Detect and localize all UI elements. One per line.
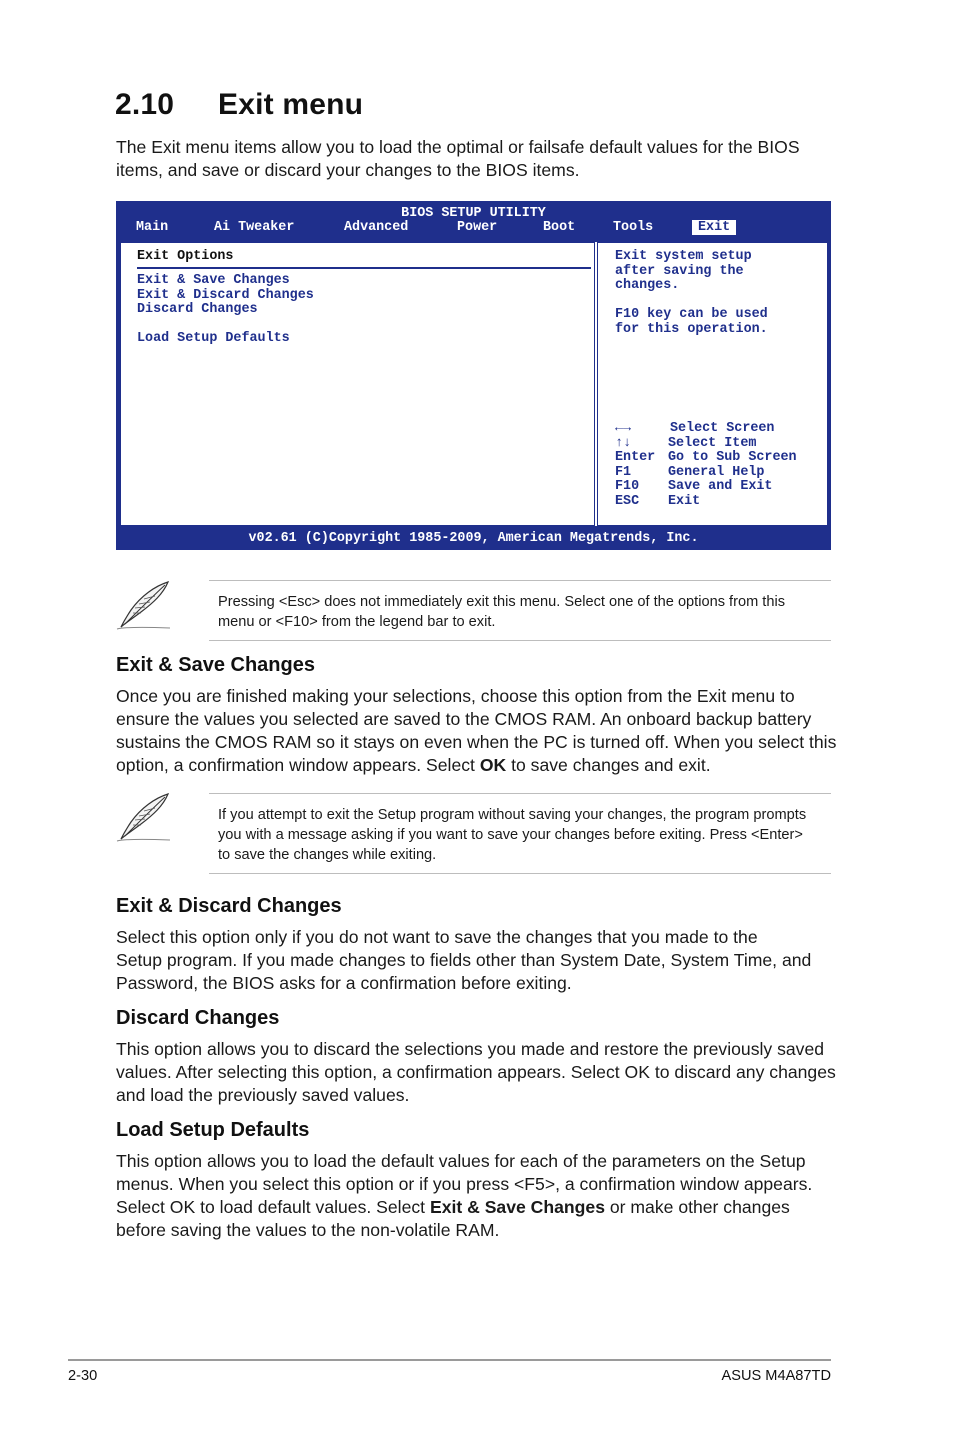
bios-item-exit-save[interactable]: Exit & Save Changes bbox=[137, 273, 290, 288]
bios-options-panel bbox=[120, 242, 595, 526]
legend-desc: Save and Exit bbox=[668, 479, 773, 494]
paragraph-line: This option allows you to load the default values for each of the parameters on the Setup bbox=[116, 1151, 806, 1171]
bios-menu-boot[interactable]: Boot bbox=[543, 220, 576, 235]
product-name: ASUS M4A87TD bbox=[721, 1368, 831, 1384]
paragraph-line: sustains the CMOS RAM so it stays on even when the PC is turned off. When you select this bbox=[116, 732, 837, 752]
legend-desc: Select Item bbox=[668, 435, 757, 451]
bios-menu-tools[interactable]: Tools bbox=[613, 220, 654, 235]
bios-screen bbox=[116, 201, 831, 550]
discard-paragraph bbox=[116, 1038, 841, 1107]
bios-divider bbox=[137, 267, 591, 269]
section-number: 2.10 bbox=[115, 88, 175, 121]
text-run: or make other changes bbox=[604, 1197, 790, 1217]
heading-exit-save: Exit & Save Changes bbox=[116, 654, 315, 676]
bios-menu-advanced[interactable]: Advanced bbox=[344, 220, 409, 235]
bios-content bbox=[120, 242, 828, 526]
paragraph-line: values. After selecting this option, a confirmation appears. Select OK to discard any changes bbox=[116, 1062, 836, 1082]
paragraph-line: Password, the BIOS asks for a confirmation before exiting. bbox=[116, 973, 572, 993]
bios-menu-power[interactable]: Power bbox=[457, 220, 498, 235]
paragraph-line bbox=[116, 1196, 841, 1219]
note-line: Pressing <Esc> does not immediately exit this menu. Select one of the options from this bbox=[218, 594, 786, 610]
heading-exit-discard: Exit & Discard Changes bbox=[116, 895, 342, 917]
bios-help-line: F10 key can be used bbox=[615, 307, 768, 322]
paragraph-line: Once you are finished making your selections, choose this option from the Exit menu to bbox=[116, 686, 795, 706]
bios-menu-main[interactable]: Main bbox=[136, 220, 169, 235]
legend-key-esc: ESC bbox=[615, 493, 640, 509]
legend-key-f1: F1 bbox=[615, 464, 632, 480]
intro-line: items, and save or discard your changes to the BIOS items. bbox=[116, 160, 580, 180]
bios-help-panel bbox=[597, 242, 828, 526]
note-bottom-rule bbox=[209, 640, 831, 641]
feather-pen-icon bbox=[115, 792, 173, 844]
note-line: menu or <F10> from the legend bar to exit. bbox=[218, 614, 496, 630]
legend-key-enter: Enter bbox=[615, 450, 656, 465]
bold-run: OK bbox=[479, 755, 507, 775]
paragraph-line: ensure the values you selected are saved to the CMOS RAM. An onboard backup battery bbox=[116, 709, 812, 729]
note-line: you with a message asking if you want to save your changes before exiting. Press <Enter> bbox=[218, 827, 803, 843]
load-defaults-paragraph bbox=[116, 1150, 841, 1242]
feather-pen-icon bbox=[115, 580, 173, 632]
bios-menu-ai-tweaker[interactable]: Ai Tweaker bbox=[214, 220, 295, 235]
paragraph-line bbox=[116, 754, 841, 777]
heading-load-defaults: Load Setup Defaults bbox=[116, 1119, 310, 1141]
bios-title: BIOS SETUP UTILITY bbox=[401, 206, 546, 221]
section-title bbox=[115, 88, 363, 122]
bold-run: Exit & Save Changes bbox=[429, 1197, 605, 1217]
legend-desc: Select Screen bbox=[670, 421, 775, 436]
footer-rule bbox=[68, 1359, 831, 1361]
legend-key-arrows-lr: ←→ bbox=[615, 421, 632, 436]
bios-help-line: after saving the bbox=[615, 263, 744, 279]
paragraph-line: Select this option only if you do not want to save the changes that you made to the bbox=[116, 927, 758, 947]
bios-help-line: for this operation. bbox=[615, 321, 768, 337]
note-top-rule bbox=[209, 580, 831, 581]
note-exit-without-saving bbox=[218, 805, 830, 865]
exit-discard-paragraph bbox=[116, 926, 841, 995]
bios-help-line: changes. bbox=[615, 278, 680, 293]
legend-desc: General Help bbox=[668, 464, 765, 480]
note-esc bbox=[218, 592, 830, 632]
note-bottom-rule bbox=[209, 873, 831, 874]
heading-discard: Discard Changes bbox=[116, 1007, 280, 1029]
paragraph-line: before saving the values to the non-volatile RAM. bbox=[116, 1220, 500, 1240]
section-title-text: Exit menu bbox=[218, 88, 364, 121]
bios-copyright: v02.61 (C)Copyright 1985-2009, American Megatrends, Inc. bbox=[248, 531, 699, 546]
note-line: If you attempt to exit the Setup program without saving your changes, the program prompts bbox=[218, 807, 807, 823]
bios-options-header: Exit Options bbox=[137, 249, 234, 264]
text-run: to save changes and exit. bbox=[506, 755, 711, 775]
paragraph-line: Setup program. If you made changes to fields other than System Date, System Time, and bbox=[116, 950, 812, 970]
text-run: option, a confirmation window appears. Select bbox=[116, 755, 480, 775]
bios-item-load-defaults[interactable]: Load Setup Defaults bbox=[137, 331, 290, 346]
note-top-rule bbox=[209, 793, 831, 794]
legend-key-f10: F10 bbox=[615, 479, 640, 494]
intro-paragraph bbox=[116, 136, 836, 182]
paragraph-line: This option allows you to discard the selections you made and restore the previously saved bbox=[116, 1039, 825, 1059]
intro-line: The Exit menu items allow you to load the optimal or failsafe default values for the BIOS bbox=[116, 137, 800, 157]
exit-save-paragraph bbox=[116, 685, 841, 777]
page-number: 2-30 bbox=[68, 1368, 98, 1384]
bios-help-line: Exit system setup bbox=[615, 249, 752, 264]
legend-key-arrows-ud: ↑↓ bbox=[615, 435, 632, 451]
bios-item-discard[interactable]: Discard Changes bbox=[137, 302, 258, 317]
paragraph-line: and load the previously saved values. bbox=[116, 1085, 410, 1105]
legend-desc: Go to Sub Screen bbox=[668, 450, 797, 465]
bios-item-exit-discard[interactable]: Exit & Discard Changes bbox=[137, 287, 314, 303]
note-line: to save the changes while exiting. bbox=[218, 847, 437, 863]
bios-menu-exit[interactable]: Exit bbox=[692, 220, 736, 235]
text-run: Select OK to load default values. Select bbox=[116, 1197, 430, 1217]
paragraph-line: menus. When you select this option or if you press <F5>, a confirmation window appears. bbox=[116, 1174, 813, 1194]
legend-desc: Exit bbox=[668, 493, 701, 509]
